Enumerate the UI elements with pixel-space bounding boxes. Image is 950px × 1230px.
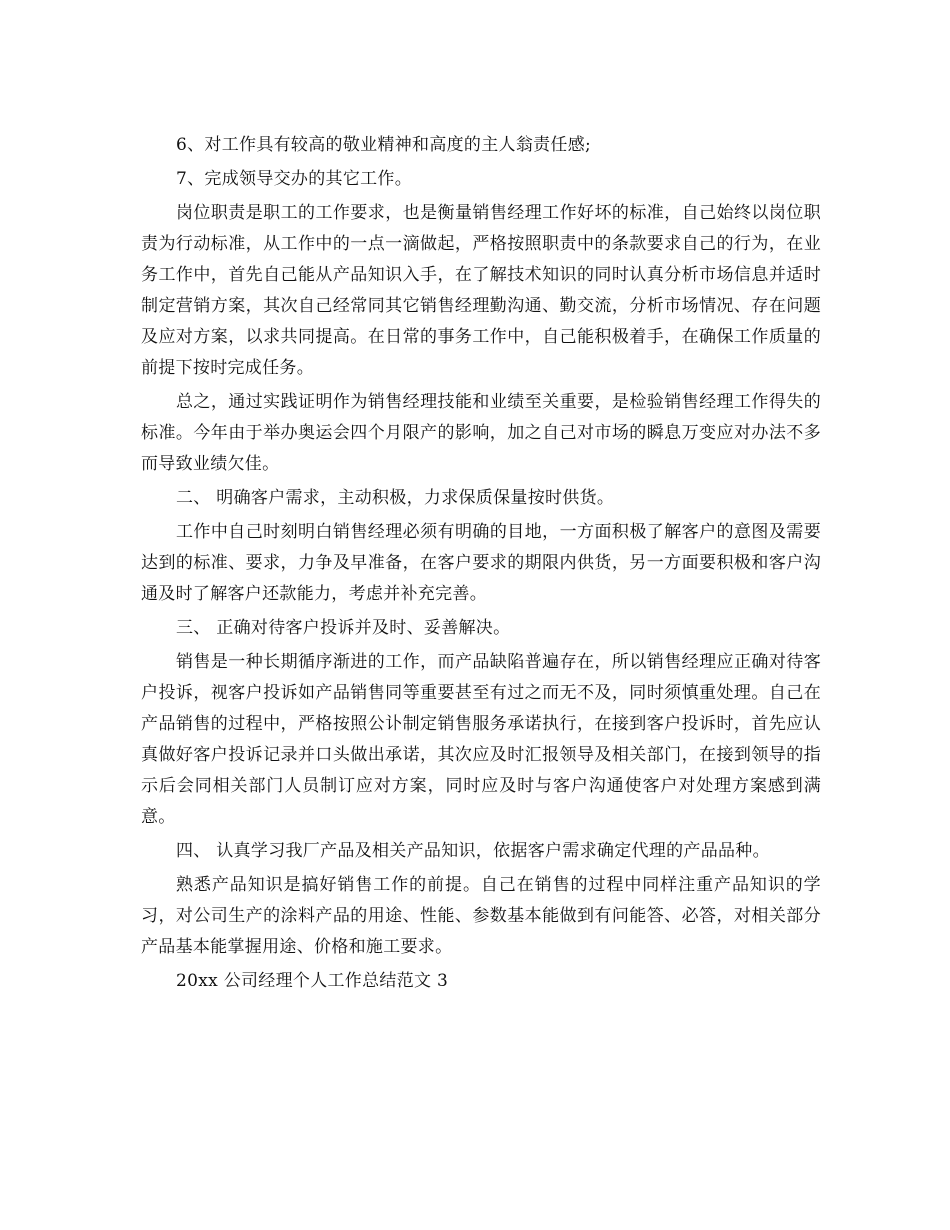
paragraph-complaints: 销售是一种长期循序渐进的工作，而产品缺陷普遍存在，所以销售经理应正确对待客户投诉，视客户投诉如产品销售同等重要甚至有过之而无不及，同时须慎重处理。自己在产品销售的过程中，严格按照公讣制定销售服务承诺执行，在接到客户投诉时，首先应认真做好客户投诉记录并口头做出承诺，其次应及时汇报领导及相关部门，在接到领导的指示后会同相关部门人员制订应对方案，同时应及时与客户沟通使客户对处理方案感到满意。 (141, 652, 821, 827)
section-heading-4: 四、 认真学习我厂产品及相关产品知识，依据客户需求确定代理的产品品种。 (176, 841, 770, 861)
paragraph-job-duties: 岗位职责是职工的工作要求，也是衡量销售经理工作好坏的标准，自己始终以岗位职责为行动标准，从工作中的一点一滴做起，严格按照职责中的条款要求自己的行为，在业务工作中，首先自己能从产品知识入手，在了解技术知识的同时认真分析市场信息并适时制定营销方案，其次自己经常同其它销售经理勤沟通、勤交流，分析市场情况、存在问题及应对方案，以求共同提高。在日常的事务工作中，自己能积极着手，在确保工作质量的前提下按时完成任务。 (141, 203, 821, 378)
section-heading-2: 二、 明确客户需求，主动积极，力求保质保量按时供货。 (176, 488, 615, 508)
list-item-6: 6、对工作具有较高的敬业精神和高度的主人翁责任感; (176, 135, 592, 155)
document-body (141, 130, 821, 1000)
paragraph-product-knowledge: 熟悉产品知识是搞好销售工作的前提。自己在销售的过程中同样注重产品知识的学习，对公司生产的涂料产品的用途、性能、参数基本能做到有问能答、必答，对相关部分产品基本能掌握用途、价格和施工要求。 (141, 875, 821, 957)
document-subtitle: 20xx 公司经理个人工作总结范文 3 (176, 971, 449, 991)
paragraph-customer-needs: 工作中自己时刻明白销售经理必须有明确的目地，一方面积极了解客户的意图及需要达到的标准、要求，力争及早准备，在客户要求的期限内供货，另一方面要积极和客户沟通及时了解客户还款能力，考虑并补充完善。 (141, 522, 821, 604)
paragraph-summary: 总之，通过实践证明作为销售经理技能和业绩至关重要，是检验销售经理工作得失的标准。今年由于举办奥运会四个月限产的影响，加之自己对市场的瞬息万变应对办法不多而导致业绩欠佳。 (141, 392, 821, 474)
list-item-7: 7、完成领导交办的其它工作。 (176, 169, 413, 189)
section-heading-3: 三、 正确对待客户投诉并及时、妥善解决。 (176, 618, 511, 638)
